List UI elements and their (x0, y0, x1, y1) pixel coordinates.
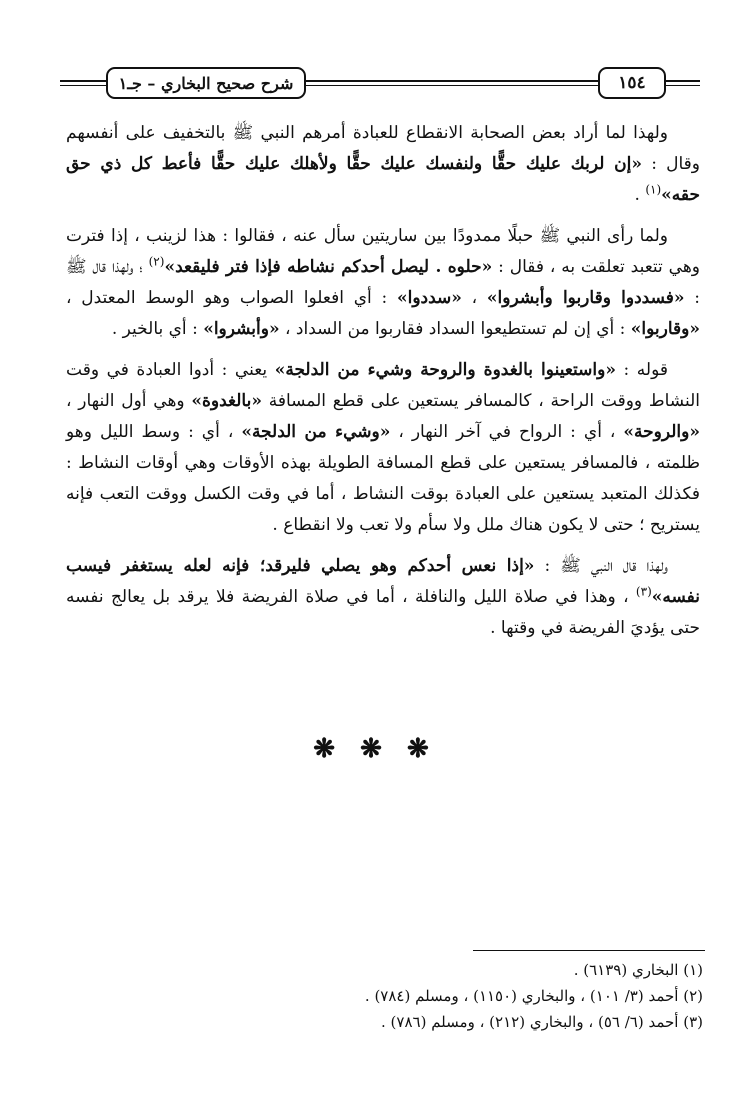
hadith-quote: «إن لربك عليك حقًّا ولنفسك عليك حقًّا ولأهلك عليك حقًّا فأعط كل ذي حق حقه» (66, 154, 700, 205)
text-run: : أي افعلوا الصواب وهو الوسط المعتدل ، (66, 288, 397, 308)
running-header (60, 60, 700, 100)
footnote: (١) البخاري (٦١٣٩) . (573, 961, 703, 979)
text-run: ؛ ولهذا قال ﷺ : (66, 257, 700, 308)
text-run: ولهذا قال النبي ﷺ : (534, 556, 668, 576)
text-run: وهي أول النهار ، (66, 391, 192, 411)
page-number: ١٥٤ (598, 67, 666, 99)
main-text (66, 118, 700, 654)
paragraph (66, 551, 700, 644)
text-run: : أي بالخير . (111, 319, 204, 339)
paragraph (66, 118, 700, 211)
footnote: (٢) أحمد (٣/ ١٠١) ، والبخاري (١١٥٠) ، ومسلم (٧٨٤) . (364, 987, 703, 1005)
hadith-quote: «والروحة» (623, 422, 700, 442)
hadith-quote: «واستعينوا بالغدوة والروحة وشيء من الدلجة» (274, 360, 616, 380)
footnote-rule (473, 950, 705, 951)
text-run: : أي إن لم تستطيعوا السداد فقاربوا من السداد ، (279, 319, 631, 339)
text-run: ولهذا لما أراد بعض الصحابة الانقطاع للعبادة أمرهم النبي ﷺ بالتخفيف على أنفسهم وقال : (66, 123, 700, 174)
section-separator: ❋ ❋ ❋ (313, 734, 437, 764)
text-run: . (634, 185, 646, 205)
book-title: شرح صحيح البخاري – جـ١ (106, 67, 306, 99)
hadith-quote: «وشيء من الدلجة» (241, 422, 391, 442)
paragraph (66, 221, 700, 345)
text-run: ، (461, 288, 487, 308)
footnote-marker: (٢) (148, 254, 165, 269)
text-run: قوله : (615, 360, 668, 380)
text-run: ، أي : الرواح في آخر النهار ، (390, 422, 624, 442)
footnote: (٣) أحمد (٦/ ٥٦) ، والبخاري (٢١٢) ، ومسلم (٧٨٦) . (381, 1013, 703, 1031)
text-run: ، وهذا في صلاة الليل والنافلة ، أما في صلاة الفريضة فلا يرقد بل يعالج نفسه حتى يؤديَ الفريضة في وقتها . (66, 587, 700, 638)
footnote-marker: (٣) (635, 584, 652, 599)
paragraph (66, 355, 700, 541)
text-run: ولما رأى النبي ﷺ حبلًا ممدودًا بين ساريتين سأل عنه ، فقالوا : هذا لزينب ، إذا فترت وهي تتعبد تعلقت به ، فقال : (66, 226, 700, 277)
hadith-quote: «وأبشروا» (203, 319, 280, 339)
hadith-quote: «بالغدوة» (191, 391, 262, 411)
hadith-quote: «وقاربوا» (630, 319, 700, 339)
hadith-quote: «فسددوا وقاربوا وأبشروا» (486, 288, 685, 308)
footnote-marker: (١) (645, 182, 662, 197)
text-run: ، أي : وسط الليل وهو ظلمته ، فالمسافر يستعين على قطع المسافة الطويلة بهذه الأوقات وهي أوقات النشاط : فكذلك المتعبد يستعين على العبادة بوقت النشاط ، أما في وقت الكسل ووقت التعب فإنه يستريح ؛ حتى لا يكون هناك ملل ولا سأم ولا تعب ولا انقطاع . (66, 422, 700, 535)
footnotes (60, 957, 703, 1035)
hadith-quote: «إذا نعس أحدكم وهو يصلي فليرقد؛ فإنه لعله يستغفر فيسب نفسه» (66, 556, 700, 607)
text-run: يعني : أدوا العبادة في وقت النشاط ووقت الراحة ، كالمسافر يستعين على قطع المسافة (66, 360, 700, 411)
hadith-quote: «سددوا» (396, 288, 462, 308)
hadith-quote: «حلوه . ليصل أحدكم نشاطه فإذا فتر فليقعد» (164, 257, 493, 277)
